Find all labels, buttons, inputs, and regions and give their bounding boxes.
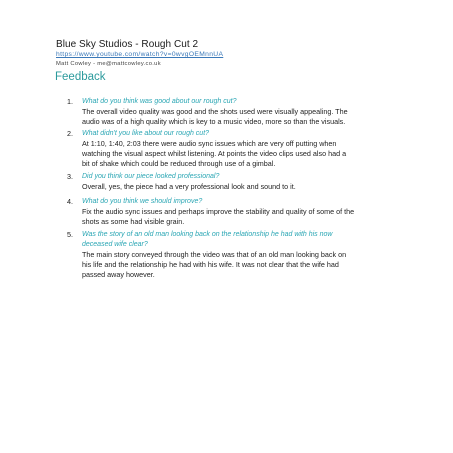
- answer-line: Overall, yes, the piece had a very professional look and sound to it.: [82, 182, 296, 191]
- answer-line: his life and the relationship he had with his wife. It was not clear that the wife had: [82, 260, 339, 269]
- item-answer: [82, 139, 408, 169]
- document-title: Blue Sky Studios - Rough Cut 2: [56, 39, 199, 50]
- item-answer: [82, 107, 408, 127]
- video-link[interactable]: https://www.youtube.com/watch?v=0wvgOEMnnUA: [56, 51, 224, 58]
- feedback-heading: Feedback: [55, 71, 106, 83]
- item-question: [82, 197, 402, 207]
- item-question: [82, 129, 402, 139]
- question-line: deceased wife clear?: [82, 241, 148, 248]
- answer-line: Fix the audio sync issues and perhaps improve the stability and quality of some of the: [82, 207, 355, 216]
- item-question: [82, 97, 402, 107]
- item-number: 1.: [67, 97, 73, 106]
- answer-line: The main story conveyed through the video was that of an old man looking back on: [82, 250, 347, 259]
- question-line: What do you think was good about our rough cut?: [82, 98, 237, 105]
- question-line: Did you think our piece looked professional?: [82, 173, 220, 180]
- item-number: 5.: [67, 230, 73, 239]
- answer-line: passed away however.: [82, 270, 155, 279]
- answer-line: bit of shake which could be reduced through use of a gimbal.: [82, 159, 276, 168]
- answer-line: watching the visual aspect whilst listening. At points the video clips used also had a: [82, 149, 347, 158]
- item-number: 4.: [67, 197, 73, 206]
- answer-line: audio was of a high quality which is key to a music video, more so than the visuals.: [82, 117, 346, 126]
- question-line: What do you think we should improve?: [82, 198, 203, 205]
- item-answer: [82, 250, 408, 280]
- item-number: 2.: [67, 129, 73, 138]
- question-line: What didn't you like about our rough cut?: [82, 130, 210, 137]
- answer-line: At 1:10, 1:40, 2:03 there were audio sync issues which are very off putting when: [82, 139, 337, 148]
- item-number: 3.: [67, 172, 73, 181]
- author-line: Matt Cowley - me@mattcowley.co.uk: [56, 61, 161, 67]
- question-line: Was the story of an old man looking back on the relationship he had with his now: [82, 231, 333, 238]
- item-question: [82, 230, 402, 250]
- item-answer: [82, 207, 408, 227]
- item-answer: [82, 182, 408, 192]
- answer-line: shots as some had visible grain.: [82, 217, 185, 226]
- item-question: [82, 172, 402, 182]
- answer-line: The overall video quality was good and the shots used were visually appealing. The: [82, 107, 348, 116]
